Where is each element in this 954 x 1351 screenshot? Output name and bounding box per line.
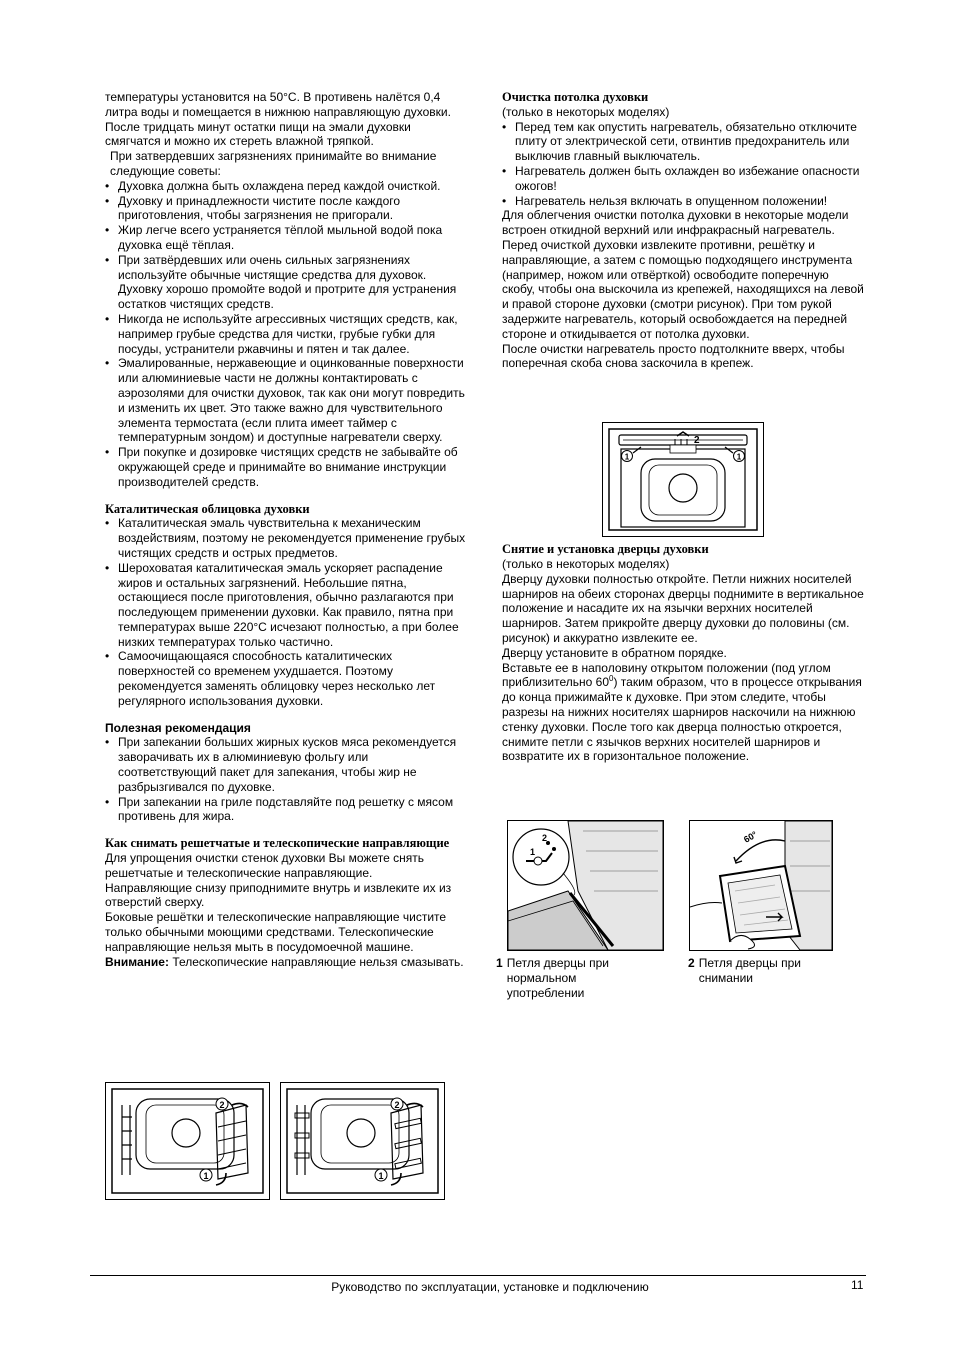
rails-warning	[105, 955, 468, 970]
page-number: 11	[851, 1278, 864, 1292]
telescopic-rails-figure	[280, 1082, 445, 1200]
list-item: • Шероховатая каталитическая эмаль ускоряет распадение жиров и остальных загрязнений. Небольшие пятна, остающиеся после приготовления, обычно разлагаются при последующем применении духовки. Как правило, пятна при температурах выше 220°C исчезают полностью, а при более низких температурах только частично.	[105, 561, 468, 650]
section-subtitle: (только в некоторых моделях)	[502, 556, 670, 571]
rails-paragraph: Для упрощения очистки стенок духовки Вы можете снять решетчатые и телескопические направляющие.	[105, 851, 424, 880]
tips-list	[105, 179, 468, 490]
ceiling-paragraph: Перед очисткой духовки извлеките противни, решётку и направляющие, а затем с помощью подходящего инструмента (например, ножом или отвёрткой) освободите поперечную скобу, чтобы она выскочила из крепежей, находящихся на левой и правой стороне духовки (смотри рисунок). При том рукой задержите нагреватель, который освобождается на передней стороне и откидывается от потолка духовки.	[502, 237, 864, 341]
list-item: • Эмалированные, нержавеющие и оцинкованные поверхности или алюминиевые части не должны контактировать с аэрозолями для очистки духовок, так как они могут повредить и изменить их цвет. Это также важно для чувствительного элемента термостата (если плита имеет таймер с температурным зондом) и доступные нагреватели сверху.	[105, 356, 468, 445]
list-item: • Духовка должна быть охлаждена перед каждой очисткой.	[105, 179, 468, 194]
section-heading-catalytic: Каталитическая облицовка духовки	[105, 501, 310, 516]
door-paragraph: Дверцу установите в обратном порядке.	[502, 645, 727, 660]
footer-title: Руководство по эксплуатации, установке и подключению	[331, 1280, 649, 1294]
caption-number: 1	[496, 956, 503, 970]
ceiling-paragraph: Для облегчения очистки потолка духовки в некоторые модели встроен откидной верхний или инфракрасный нагреватель.	[502, 208, 849, 238]
callout-label: 1	[736, 452, 742, 462]
figure-caption	[496, 956, 627, 1000]
ceiling-paragraph: После очистки нагреватель просто подтолкните вверх, чтобы поперечная скоба снова заскочила в крепеж.	[502, 341, 845, 371]
rails-paragraph: Боковые решётки и телескопические направляющие чистите только обычными моющими средствами. Телескопические направляющие нельзя мыть в посудомоечной машине.	[105, 910, 447, 954]
callout-label: 2	[394, 1100, 400, 1110]
degree-sup: 0	[609, 674, 614, 684]
catalytic-list	[105, 516, 468, 708]
callout-label: 1	[624, 452, 630, 462]
grid-rails-figure	[105, 1082, 270, 1200]
advice-list	[105, 735, 468, 824]
callout-label: 1	[530, 847, 536, 857]
section-subtitle: (только в некоторых моделях)	[502, 104, 670, 119]
callout-label: 2	[542, 833, 548, 843]
door-insert-text: Вставьте ее в наполовину открытом положении (под углом приблизительно 60	[502, 660, 831, 690]
warning-label: Внимание:	[105, 954, 169, 969]
callout-label: 1	[378, 1171, 384, 1181]
list-item: • При покупке и дозировке чистящих средств не забывайте об окружающей среде и принимайте во внимание инструкции производителей средств.	[105, 445, 468, 489]
caption-number: 2	[688, 956, 695, 970]
list-item: • Самоочищающаяся способность каталитических поверхностей со временем ухудшается. Поэтому рекомендуется заменять облицовку через несколько лет регулярного использования духовки.	[105, 649, 468, 708]
angle-label: 60°	[742, 829, 759, 845]
intro-paragraph: температуры установится на 50°C. В противень налётся 0,4 литра воды и помещается в нижнюю направляющую духовки. После тридцать минут остатки пищи на эмали духовки смягчатся и можно их стереть влажной тряпкой.	[105, 90, 451, 149]
door-insert-text: ) таким образом, что в процессе открывания до конца прижимайте к духовке. При этом следите, чтобы разрезы на нижних носителях шарниров наскочили на нижнюю стенку духовки. После того как дверца полностью откроется, снимите петли с язычков верхних носителей шарниров и возвратите их в горизонтальное положение.	[502, 675, 862, 764]
callout-label: 2	[694, 435, 700, 446]
section-heading-rails: Как снимать решетчатые и телескопические направляющие	[105, 836, 450, 851]
section-heading-ceiling: Очистка потолка духовки	[502, 90, 649, 104]
door-hinge-removal-figure	[689, 820, 833, 951]
list-item: • Каталитическая эмаль чувствительна к механическим воздействиям, поэтому не рекомендуется применение грубых чистящих средств и острых предметов.	[105, 516, 468, 560]
callout-label: 2	[219, 1100, 225, 1110]
list-item: • При затвёрдевших или очень сильных загрязнениях используйте обычные чистящие средства для духовок. Духовку хорошо промойте водой и протрите для устранения остатков чистящих средств.	[105, 253, 468, 312]
list-item: • При запекании на гриле подставляйте под решетку с мясом противень для жира.	[105, 795, 468, 825]
list-item: • Духовку и принадлежности чистите после каждого приготовления, чтобы загрязнения не пригорали.	[105, 194, 468, 224]
list-item: • Никогда не используйте агрессивных чистящих средств, как, например грубые средства для чистки, грубые губки для посуды, устранители ржавчины и пятен и так далее.	[105, 312, 468, 356]
intro-paragraph: При затвердевших загрязнениях принимайте во внимание следующие советы:	[110, 149, 437, 178]
callout-label: 1	[203, 1171, 209, 1181]
section-heading-door: Снятие и установка дверцы духовки	[502, 542, 709, 557]
caption-text: Петля дверцы при снимании	[698, 956, 801, 985]
list-item: • При запекании больших жирных кусков мяса рекомендуется заворачивать их в алюминиевую фольгу или соответствующий пакет для запекания, чтобы жир не разбрызгивался по духовке.	[105, 735, 468, 794]
list-item: • Нагреватель нельзя включать в опущенном положении!	[502, 194, 864, 209]
caption-text: Петля дверцы при нормальном употреблении	[506, 956, 609, 1000]
figure-caption	[688, 956, 819, 986]
footer-divider	[90, 1275, 866, 1276]
door-paragraph	[502, 661, 864, 765]
list-item: • Жир легче всего устраняется тёплой мыльной водой пока духовка ещё тёплая.	[105, 223, 468, 253]
list-item: • Нагреватель должен быть охлажден во избежание опасности ожогов!	[502, 164, 864, 194]
section-heading-advice: Полезная рекомендация	[105, 720, 251, 735]
door-hinge-normal-figure	[507, 820, 664, 951]
warning-text: Телескопические направляющие нельзя смазывать.	[168, 954, 464, 969]
ceiling-list	[502, 120, 864, 209]
rails-paragraph: Направляющие снизу приподнимите внутрь и извлеките их из отверстий сверху.	[105, 880, 452, 910]
list-item: • Перед тем как опустить нагреватель, обязательно отключите плиту от электрической сети, отвинтив предохранитель или выключив главный выключатель.	[502, 120, 864, 164]
ceiling-heater-figure	[602, 422, 764, 537]
left-column	[105, 90, 468, 969]
door-paragraph: Дверцу духовки полностью откройте. Петли нижних носителей шарниров на обеих сторонах дверцы поднимите в вертикальное положение и насадите их на язычки верхних носителей шарниров. Затем прикройте дверцу духовки до половины (см. рисунок) и аккуратно извлеките ее.	[502, 571, 864, 645]
